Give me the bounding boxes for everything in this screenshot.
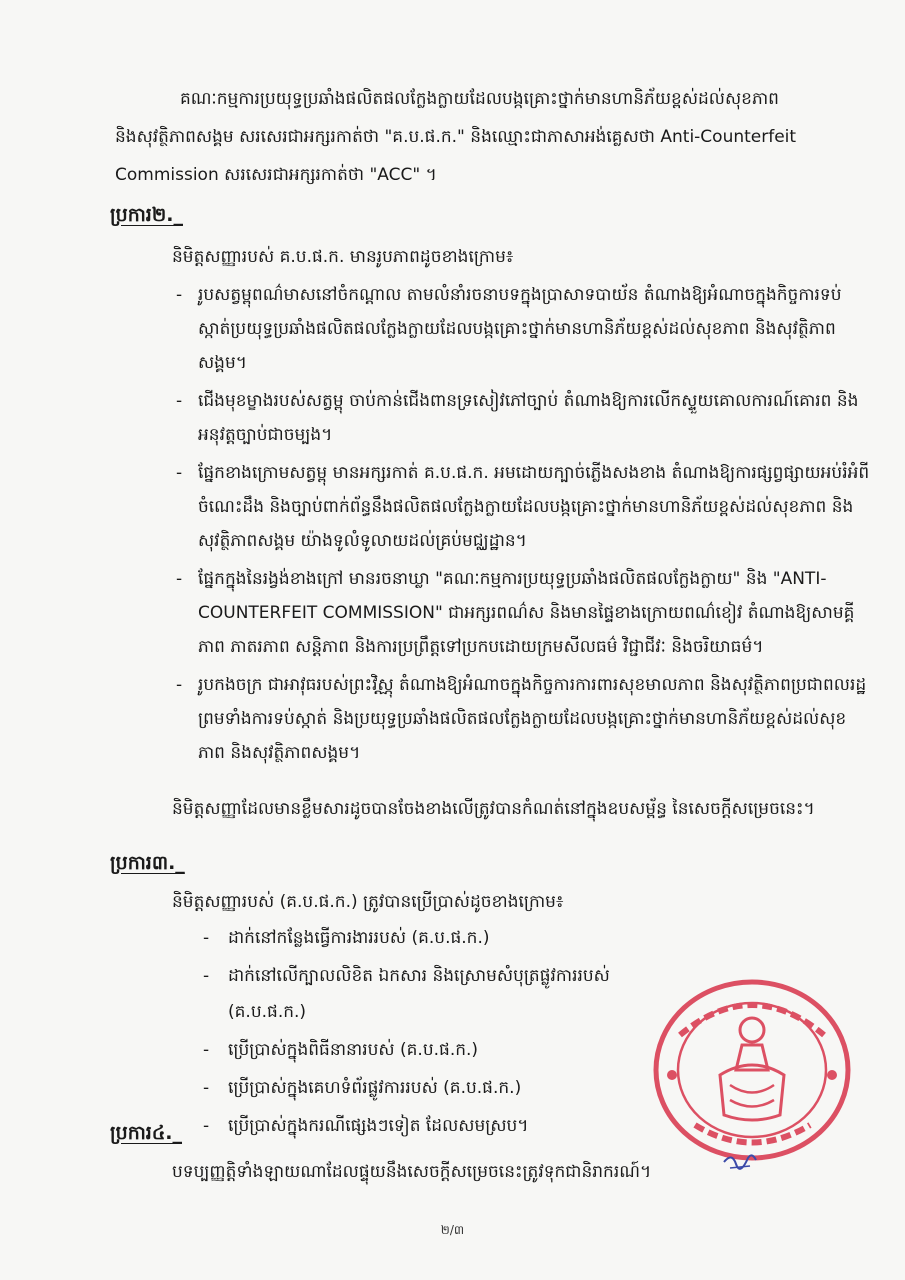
intro-line: និងសុវត្ថិភាពសង្គម សរសេរជាអក្សរកាត់ថា "គ.ប.ផ.ក." និងឈ្មោះជាភាសាអង់គ្លេសថា Anti-Counterfeit: [115, 127, 797, 147]
intro-line: គណៈកម្មការប្រយុទ្ធប្រឆាំងផលិតផលក្លែងក្លាយដែលបង្កគ្រោះថ្នាក់មានហានិភ័យខ្ពស់ដល់សុខភាព: [180, 89, 779, 109]
list-item: - រូបសត្វម្ពុពណ៌មាសនៅចំកណ្តាល តាមលំនាំរចនាបទក្នុងប្រាសាទបាយ័ន តំណាងឱ្យអំណាចក្នុងកិច្ចការទប់ស្កាត់ប្រយុទ្ធប្រឆាំងផលិតផលក្លែងក្លាយដែលបង្កគ្រោះថ្នាក់មានហានិភ័យខ្ពស់ដល់សុខភាព និងសុវត្ថិភាពសង្គម។: [176, 285, 842, 373]
article-2-closing: និមិត្តសញ្ញាដែលមានខ្លឹមសារដូចបានចែងខាងលើត្រូវបានកំណត់នៅក្នុងឧបសម្ព័ន្ធ នៃសេចក្តីសម្រេចនេះ។: [172, 799, 815, 819]
list-item-text: ផ្នែកក្នុងនៃរង្វង់ខាងក្រៅ មានរចនាឃ្លា "គណៈកម្មការប្រយុទ្ធប្រឆាំងផលិតផលក្លែងក្លាយ" និង "ANTI-COUNTERFEIT COMMISSION" ជាអក្សរពណ៌ស និងមានផ្ទៃខាងក្រោយពណ៌ខៀវ តំណាងឱ្យសាមគ្គីភាព ភាតរភាព សន្តិភាព និងការប្រព្រឹត្តទៅប្រកបដោយក្រមសីលធម៌ វិជ្ជាជីវៈ និងចរិយាធម៌។: [198, 569, 855, 657]
article-2-lead: និមិត្តសញ្ញារបស់ គ.ប.ផ.ក. មានរូបភាពដូចខាងក្រោម៖: [172, 247, 514, 267]
article-2-list: [172, 278, 872, 774]
list-item: - ផ្នែកក្នុងនៃរង្វង់ខាងក្រៅ មានរចនាឃ្លា "គណៈកម្មការប្រយុទ្ធប្រឆាំងផលិតផលក្លែងក្លាយ" និង "ANTI-COUNTERFEIT COMMISSION" ជាអក្សរពណ៌ស និងមានផ្ទៃខាងក្រោយពណ៌ខៀវ តំណាងឱ្យសាមគ្គីភាព ភាតរភាព សន្តិភាព និងការប្រព្រឹត្តទៅប្រកបដោយក្រមសីលធម៌ វិជ្ជាជីវៈ និងចរិយាធម៌។: [176, 569, 855, 657]
article-3-heading: ប្រការ៣._: [110, 852, 185, 874]
list-item-text: រូបសត្វម្ពុពណ៌មាសនៅចំកណ្តាល តាមលំនាំរចនាបទក្នុងប្រាសាទបាយ័ន តំណាងឱ្យអំណាចក្នុងកិច្ចការទប់ស្កាត់ប្រយុទ្ធប្រឆាំងផលិតផលក្លែងក្លាយដែលបង្កគ្រោះថ្នាក់មានហានិភ័យខ្ពស់ដល់សុខភាព និងសុវត្ថិភាពសង្គម។: [198, 285, 842, 373]
intro-paragraph: [115, 80, 875, 194]
list-item: - ដាក់នៅលើក្បាលលិខិត ឯកសារ និងស្រោមសំបុត្រផ្លូវការរបស់ (គ.ប.ផ.ក.): [203, 966, 610, 1022]
list-item-text: ប្រើប្រាស់ក្នុងគេហទំព័រផ្លូវការរបស់ (គ.ប.ផ.ក.): [228, 1078, 522, 1098]
page-number: ២/៣: [440, 1223, 465, 1237]
article-3-list: [203, 920, 623, 1146]
list-item-text: ប្រើប្រាស់ក្នុងពិធីនានារបស់ (គ.ប.ផ.ក.): [228, 1040, 479, 1060]
list-item: - ប្រើប្រាស់ក្នុងពិធីនានារបស់ (គ.ប.ផ.ក.): [203, 1040, 479, 1060]
list-item: - ប្រើប្រាស់ក្នុងករណីផ្សេងៗទៀត ដែលសមស្រប។: [203, 1116, 529, 1136]
article-4-text: បទប្បញ្ញត្តិទាំងឡាយណាដែលផ្ទុយនឹងសេចក្តីសម្រេចនេះត្រូវទុកជានិរាករណ៍។: [172, 1162, 652, 1182]
list-item-text: ដាក់នៅលើក្បាលលិខិត ឯកសារ និងស្រោមសំបុត្រផ្លូវការរបស់ (គ.ប.ផ.ក.): [228, 966, 610, 1022]
official-seal-icon: [650, 975, 855, 1165]
list-item-text: ជើងមុខម្ខាងរបស់សត្វម្ពុ ចាប់កាន់ជើងពានទ្រសៀវភៅច្បាប់ តំណាងឱ្យការលើកស្ទួយគោលការណ៍គោរព និងអនុវត្តច្បាប់ជាចម្បង។: [198, 391, 859, 445]
list-item: - ប្រើប្រាស់ក្នុងគេហទំព័រផ្លូវការរបស់ (គ.ប.ផ.ក.): [203, 1078, 522, 1098]
list-item: - ជើងមុខម្ខាងរបស់សត្វម្ពុ ចាប់កាន់ជើងពានទ្រសៀវភៅច្បាប់ តំណាងឱ្យការលើកស្ទួយគោលការណ៍គោរព និងអនុវត្តច្បាប់ជាចម្បង។: [176, 391, 859, 445]
article-4-heading: ប្រការ៤._: [110, 1122, 183, 1144]
list-item: - ផ្នែកខាងក្រោមសត្វម្ពុ មានអក្សរកាត់ គ.ប.ផ.ក. អមដោយក្បាច់ភ្លើងសងខាង តំណាងឱ្យការផ្សព្វផ្សាយអប់រំអំពីចំណេះដឹង និងច្បាប់ពាក់ព័ន្ធនឹងផលិតផលក្លែងក្លាយដែលបង្កគ្រោះថ្នាក់មានហានិភ័យខ្ពស់ដល់សុខភាព និងសុវត្ថិភាពសង្គម យ៉ាងទូលំទូលាយដល់គ្រប់មជ្ឈដ្ឋាន។: [176, 463, 870, 551]
list-item-text: ផ្នែកខាងក្រោមសត្វម្ពុ មានអក្សរកាត់ គ.ប.ផ.ក. អមដោយក្បាច់ភ្លើងសងខាង តំណាងឱ្យការផ្សព្វផ្សាយអប់រំអំពីចំណេះដឹង និងច្បាប់ពាក់ព័ន្ធនឹងផលិតផលក្លែងក្លាយដែលបង្កគ្រោះថ្នាក់មានហានិភ័យខ្ពស់ដល់សុខភាព និងសុវត្ថិភាពសង្គម យ៉ាងទូលំទូលាយដល់គ្រប់មជ្ឈដ្ឋាន។: [198, 463, 870, 551]
article-2-heading: ប្រការ២._: [110, 204, 183, 226]
intro-line: Commission សរសេរជាអក្សរកាត់ថា "ACC" ។: [115, 165, 437, 185]
article-3-lead: និមិត្តសញ្ញារបស់ (គ.ប.ផ.ក.) ត្រូវបានប្រើប្រាស់ដូចខាងក្រោម៖: [172, 892, 564, 912]
list-item-text: ដាក់នៅកន្លែងធ្វើការងាររបស់ (គ.ប.ផ.ក.): [228, 928, 490, 948]
list-item-text: រូបកងចក្រ ជាអាវុធរបស់ព្រះវិស្ណុ តំណាងឱ្យអំណាចក្នុងកិច្ចការការពារសុខមាលភាព និងសុវត្ថិភាពប្រជាពលរដ្ឋ ព្រមទាំងការទប់ស្កាត់ និងប្រយុទ្ធប្រឆាំងផលិតផលក្លែងក្លាយដែលបង្កគ្រោះថ្នាក់មានហានិភ័យខ្ពស់ដល់សុខភាព និងសុវត្ថិភាពសង្គម។: [198, 675, 867, 763]
signature-icon: [720, 1148, 760, 1180]
list-item: - ដាក់នៅកន្លែងធ្វើការងាររបស់ (គ.ប.ផ.ក.): [203, 928, 490, 948]
list-item-text: ប្រើប្រាស់ក្នុងករណីផ្សេងៗទៀត ដែលសមស្រប។: [228, 1116, 529, 1136]
list-item: - រូបកងចក្រ ជាអាវុធរបស់ព្រះវិស្ណុ តំណាងឱ្យអំណាចក្នុងកិច្ចការការពារសុខមាលភាព និងសុវត្ថិភាពប្រជាពលរដ្ឋ ព្រមទាំងការទប់ស្កាត់ និងប្រយុទ្ធប្រឆាំងផលិតផលក្លែងក្លាយដែលបង្កគ្រោះថ្នាក់មានហានិភ័យខ្ពស់ដល់សុខភាព និងសុវត្ថិភាពសង្គម។: [176, 675, 867, 763]
